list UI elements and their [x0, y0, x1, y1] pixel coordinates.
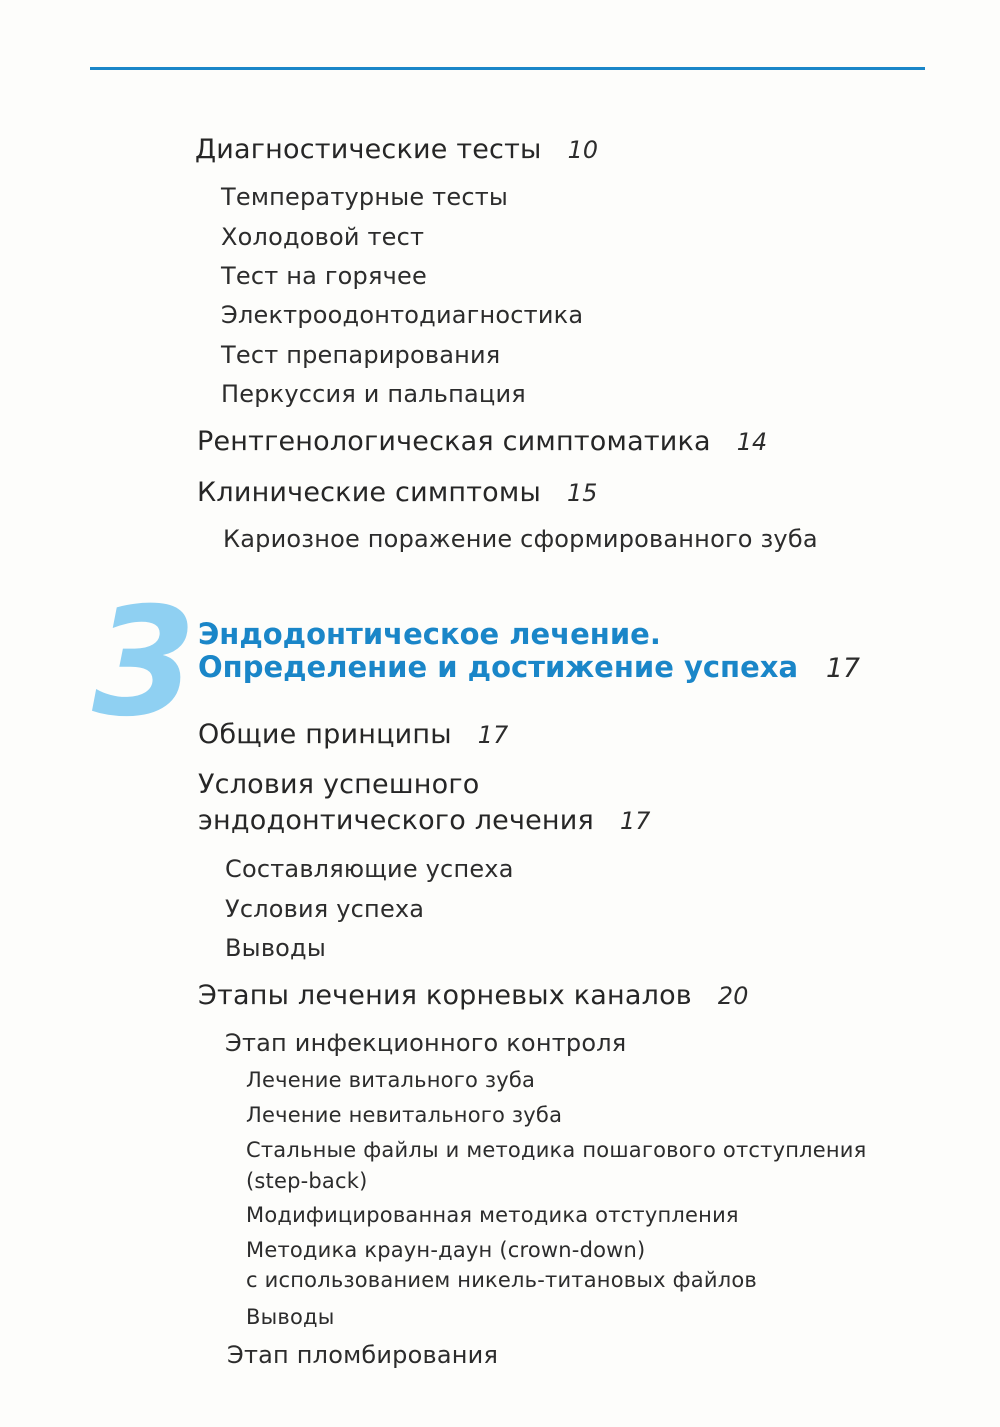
- toc-page-number: 10: [567, 136, 599, 164]
- toc-subsubentry-continuation: (step-back): [246, 1169, 368, 1193]
- toc-entry-title: Диагностические тесты: [195, 134, 542, 165]
- chapter-title-line2: Определение и достижение успеха: [198, 649, 799, 684]
- toc-entry-title: Общие принципы: [198, 719, 452, 750]
- toc-page-number: 15: [566, 479, 598, 507]
- toc-entry-title-line2: эндодонтического лечения: [198, 804, 594, 836]
- toc-subentry[interactable]: Температурные тесты: [221, 183, 509, 211]
- toc-entry-diagnostic-tests[interactable]: [195, 134, 598, 165]
- chapter-number: 3: [92, 576, 197, 750]
- toc-page-number: 17: [477, 721, 509, 749]
- toc-page-number: 17: [619, 806, 651, 835]
- toc-subentry[interactable]: Тест препарирования: [221, 341, 501, 369]
- toc-entry-clinical-symptoms[interactable]: [197, 477, 598, 508]
- toc-subentry-infection-control[interactable]: Этап инфекционного контроля: [225, 1029, 627, 1057]
- toc-subentry[interactable]: Тест на горячее: [221, 262, 427, 290]
- toc-entry-success-conditions[interactable]: [198, 767, 651, 838]
- toc-subsubentry[interactable]: Модифицированная методика отступления: [246, 1203, 739, 1227]
- toc-subentry[interactable]: Холодовой тест: [221, 223, 425, 251]
- toc-page-number: 14: [736, 428, 768, 456]
- top-rule: [90, 67, 925, 70]
- toc-subsubentry[interactable]: Лечение витального зуба: [246, 1068, 536, 1092]
- toc-subentry[interactable]: Перкуссия и пальпация: [221, 380, 526, 408]
- toc-entry-title: Рентгенологическая симптоматика: [197, 426, 711, 457]
- toc-subentry[interactable]: Составляющие успеха: [225, 855, 514, 883]
- toc-page-number: 20: [717, 982, 749, 1010]
- toc-subsubentry[interactable]: Стальные файлы и методика пошагового отступления: [246, 1138, 867, 1162]
- toc-entry-root-canal-stages[interactable]: [198, 980, 749, 1011]
- toc-subentry[interactable]: Выводы: [225, 934, 326, 962]
- toc-entry-title: Этапы лечения корневых каналов: [198, 980, 692, 1011]
- toc-subsubentry[interactable]: Лечение невитального зуба: [246, 1103, 563, 1127]
- toc-subsubentry-continuation: с использованием никель-титановых файлов: [246, 1268, 757, 1292]
- chapter-title[interactable]: [198, 618, 860, 684]
- toc-subsubentry[interactable]: Выводы: [246, 1305, 335, 1329]
- toc-entry-radiology[interactable]: [197, 426, 767, 457]
- toc-subentry[interactable]: Электроодонтодиагностика: [221, 301, 584, 329]
- toc-subentry[interactable]: Кариозное поражение сформированного зуба: [223, 525, 818, 553]
- toc-page-number: 17: [826, 652, 860, 684]
- toc-entry-title: Клинические симптомы: [197, 477, 541, 508]
- toc-entry-title-line1: Условия успешного: [198, 769, 480, 800]
- toc-subentry[interactable]: Условия успеха: [225, 895, 425, 923]
- toc-subentry-obturation[interactable]: Этап пломбирования: [227, 1341, 499, 1369]
- toc-entry-general-principles[interactable]: [198, 719, 508, 750]
- chapter-title-line1: Эндодонтическое лечение.: [198, 617, 661, 651]
- toc-subsubentry[interactable]: Методика краун-даун (crown-down): [246, 1238, 646, 1262]
